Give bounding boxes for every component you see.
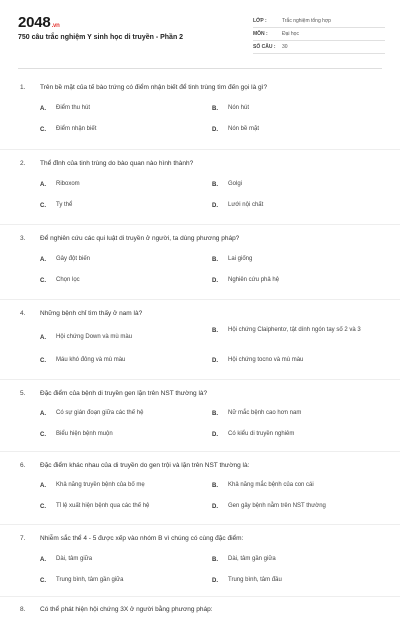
option-text: Máu khó đông và mù màu: [56, 357, 126, 363]
option-text: Gây đột biến: [56, 256, 91, 262]
option-text: Biểu hiện bệnh muộn: [56, 431, 113, 437]
option-a[interactable]: [40, 255, 90, 264]
option-c[interactable]: [40, 430, 113, 439]
option-letter: D.: [212, 277, 218, 284]
option-text: Khả năng truyền bệnh của bố mẹ: [56, 482, 145, 488]
option-letter: C.: [40, 503, 46, 510]
option-letter: D.: [212, 357, 218, 364]
option-letter: C.: [40, 431, 46, 438]
option-letter: A.: [40, 556, 46, 563]
option-letter: A.: [40, 482, 46, 489]
question-text: Thể đỉnh của tinh trùng do bào quan nào hình thành?: [40, 160, 194, 167]
option-text: Có sự gián đoạn giữa các thế hệ: [56, 410, 144, 416]
option-text: Hội chứng tocno và mù màu: [228, 357, 304, 363]
page-header: [0, 0, 400, 70]
question-item: [0, 150, 400, 225]
option-d[interactable]: [212, 356, 303, 365]
option-letter: C.: [40, 202, 46, 209]
option-text: Hội chứng Down và mù màu: [56, 334, 133, 340]
option-text: Dài, tâm giữa: [56, 556, 93, 562]
question-list: [0, 74, 400, 637]
option-c[interactable]: [40, 125, 96, 134]
option-letter: B.: [212, 105, 218, 112]
option-text: Điểm nhận biết: [56, 126, 97, 132]
header-divider: [18, 68, 382, 69]
option-letter: C.: [40, 126, 46, 133]
meta-row-count: [253, 41, 385, 54]
option-b[interactable]: [212, 481, 314, 490]
option-c[interactable]: [40, 502, 149, 511]
option-letter: D.: [212, 577, 218, 584]
question-text: Những bệnh chỉ tìm thấy ở nam là?: [40, 310, 143, 317]
question-text: Nhiễm sắc thể 4 - 5 được xếp vào nhóm B vì chúng có cùng đặc điểm:: [40, 535, 244, 542]
question-item: [0, 525, 400, 597]
question-item: [0, 452, 400, 525]
question-number: 1.: [20, 84, 26, 91]
question-header: [20, 160, 193, 167]
option-letter: B.: [212, 256, 218, 263]
option-b[interactable]: [212, 326, 382, 335]
option-letter: B.: [212, 410, 218, 417]
option-letter: B.: [212, 181, 218, 188]
option-b[interactable]: [212, 555, 276, 564]
option-d[interactable]: [212, 125, 259, 134]
option-text: Chọn lọc: [56, 277, 80, 283]
option-text: Điểm thu hút: [56, 105, 91, 111]
option-text: Nghiên cứu phả hệ: [228, 277, 280, 283]
option-d[interactable]: [212, 430, 294, 439]
question-text: Đặc điểm khác nhau của di truyền do gen trội và lặn trên NST thường là:: [40, 462, 250, 469]
option-text: Ty thể: [56, 202, 73, 208]
option-text: Gen gây bệnh nằm trên NST thường: [228, 503, 326, 509]
meta-value: Đại học: [282, 31, 299, 37]
option-a[interactable]: [40, 180, 80, 189]
question-header: [20, 84, 267, 91]
question-header: [20, 535, 243, 542]
question-item: [0, 74, 400, 150]
site-logo[interactable]: [18, 14, 60, 31]
question-item: [0, 380, 400, 452]
option-c[interactable]: [40, 201, 72, 210]
option-text: Nữ mắc bệnh cao hơn nam: [228, 410, 302, 416]
document-title: 750 câu trắc nghiệm Y sinh học di truyền - Phần 2: [18, 34, 184, 41]
question-number: 4.: [20, 310, 26, 317]
option-text: Dài, tâm gần giữa: [228, 556, 276, 562]
option-d[interactable]: [212, 502, 326, 511]
option-a[interactable]: [40, 104, 90, 113]
option-c[interactable]: [40, 576, 124, 585]
question-header: [20, 390, 207, 397]
meta-row-subject: [253, 28, 385, 41]
option-b[interactable]: [212, 255, 252, 264]
option-text: Nón hút: [228, 105, 250, 111]
meta-row-class: [253, 15, 385, 28]
option-text: Có kiểu di truyền nghiêm: [228, 431, 295, 437]
question-number: 8.: [20, 606, 26, 613]
question-number: 7.: [20, 535, 26, 542]
option-text: Trung bình, tâm gần giữa: [56, 577, 124, 583]
option-text: Golgi: [228, 181, 243, 187]
option-letter: A.: [40, 105, 46, 112]
option-c[interactable]: [40, 356, 125, 365]
question-number: 2.: [20, 160, 26, 167]
option-b[interactable]: [212, 104, 249, 113]
option-text: Tỉ lệ xuất hiện bệnh qua các thế hệ: [56, 503, 150, 509]
question-text: Có thể phát hiện hội chứng 3X ở người bằng phương pháp:: [40, 606, 213, 613]
option-c[interactable]: [40, 276, 80, 285]
option-d[interactable]: [212, 276, 279, 285]
logo-main: 2048: [18, 14, 51, 31]
question-header: [20, 235, 239, 242]
option-a[interactable]: [40, 481, 145, 490]
option-letter: D.: [212, 126, 218, 133]
question-text: Để nghiên cứu các qui luật di truyền ở người, ta dùng phương pháp?: [40, 235, 240, 242]
option-letter: B.: [212, 327, 218, 334]
question-text: Đặc điểm của bệnh di truyền gen lặn trên NST thường là?: [40, 390, 208, 397]
logo-suffix: .vn: [51, 23, 60, 29]
question-number: 5.: [20, 390, 26, 397]
meta-table: [253, 15, 385, 54]
option-letter: A.: [40, 181, 46, 188]
option-a[interactable]: [40, 555, 92, 564]
question-item: [0, 597, 400, 637]
option-text: Lai giống: [228, 256, 253, 262]
meta-label: LỚP :: [253, 18, 267, 24]
option-text: Khả năng mắc bệnh của con cái: [228, 482, 314, 488]
meta-label: SỐ CÂU :: [253, 44, 276, 50]
option-letter: A.: [40, 256, 46, 263]
option-text: Lưới nội chất: [228, 202, 264, 208]
option-text: Trung bình, tâm đầu: [228, 577, 282, 583]
question-item: [0, 225, 400, 300]
option-letter: C.: [40, 277, 46, 284]
question-header: [20, 606, 213, 613]
meta-value: Trắc nghiệm tổng hợp: [282, 18, 331, 24]
question-header: [20, 310, 142, 317]
question-text: Trên bề mặt của tế bào trứng có điểm nhận biết để tinh trùng tìm đến gọi là gì?: [40, 84, 268, 91]
meta-label: MÔN :: [253, 31, 268, 37]
option-letter: A.: [40, 410, 46, 417]
option-letter: A.: [40, 334, 46, 341]
option-letter: D.: [212, 202, 218, 209]
option-b[interactable]: [212, 409, 301, 418]
option-letter: D.: [212, 431, 218, 438]
option-d[interactable]: [212, 576, 282, 585]
question-number: 3.: [20, 235, 26, 242]
option-d[interactable]: [212, 201, 263, 210]
option-a[interactable]: [40, 409, 143, 418]
option-letter: D.: [212, 503, 218, 510]
option-letter: B.: [212, 482, 218, 489]
question-header: [20, 462, 249, 469]
meta-value: 30: [282, 44, 288, 50]
option-text: Riboxom: [56, 181, 80, 187]
question-item: [0, 300, 400, 380]
option-b[interactable]: [212, 180, 242, 189]
option-letter: B.: [212, 556, 218, 563]
option-text: Nón bề mặt: [228, 126, 260, 132]
question-number: 6.: [20, 462, 26, 469]
option-a[interactable]: [40, 333, 132, 342]
option-letter: C.: [40, 357, 46, 364]
option-text: Hội chứng Claiphentơ, tật dính ngón tay số 2 và 3: [228, 327, 361, 333]
option-letter: C.: [40, 577, 46, 584]
